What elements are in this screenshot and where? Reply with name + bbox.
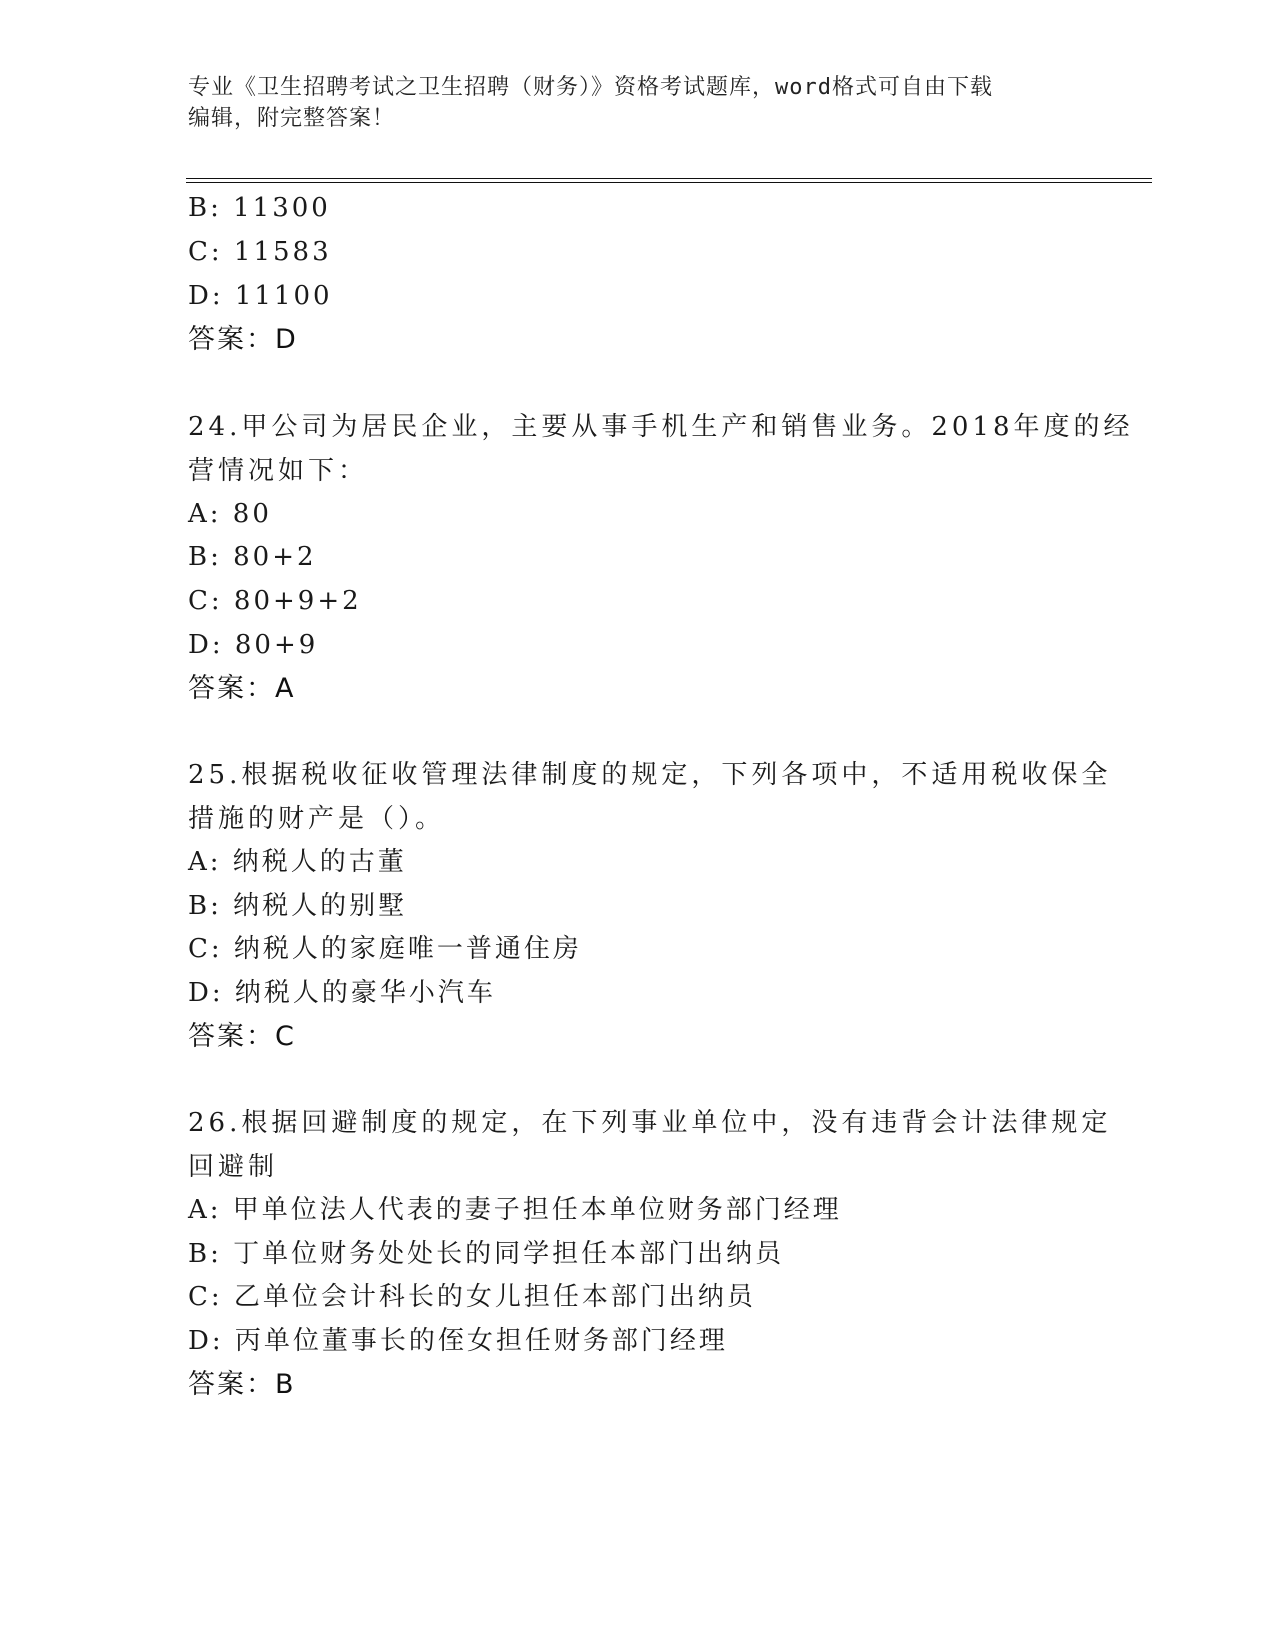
q26-answer: 答案：B [188,1369,296,1400]
q23-option-c: C: 11583 [188,237,332,267]
q25-option-a: A: 纳税人的古董 [188,847,407,877]
q25-answer: 答案：C [188,1021,296,1052]
q24-option-b: B: 80+2 [188,542,317,572]
q25-option-c: C: 纳税人的家庭唯一普通住房 [188,934,582,964]
header-line-1: 专业《卫生招聘考试之卫生招聘（财务）》资格考试题库，word格式可自由下载 [188,75,993,100]
q26-option-a: A: 甲单位法人代表的妻子担任本单位财务部门经理 [188,1195,842,1225]
header-divider-top [186,178,1152,179]
q24-option-c: C: 80+9+2 [188,586,362,616]
q23-option-d: D: 11100 [188,281,333,311]
q24-stem-line-2: 营情况如下： [188,456,369,486]
q24-stem-line-1: 24.甲公司为居民企业，主要从事手机生产和销售业务。2018年度的经 [188,412,1134,442]
q26-stem-line-1: 26.根据回避制度的规定，在下列事业单位中，没有违背会计法律规定 [188,1108,1112,1138]
q26-stem-line-2: 回避制 [188,1152,279,1182]
q26-option-b: B: 丁单位财务处处长的同学担任本部门出纳员 [188,1239,785,1269]
q25-option-d: D: 纳税人的豪华小汽车 [188,978,496,1008]
q23-option-b: B: 11300 [188,193,331,223]
q23-answer: 答案：D [188,324,298,355]
q26-option-c: C: 乙单位会计科长的女儿担任本部门出纳员 [188,1282,756,1312]
q25-option-b: B: 纳税人的别墅 [188,891,408,921]
q25-stem-line-1: 25.根据税收征收管理法律制度的规定，下列各项中，不适用税收保全 [188,760,1112,790]
document-header [188,72,1088,134]
header-line-2: 编辑，附完整答案！ [188,106,396,131]
q24-answer: 答案：A [188,673,296,704]
header-divider-bottom [186,182,1152,183]
q24-option-a: A: 80 [188,499,272,529]
q24-option-d: D: 80+9 [188,630,319,660]
q25-stem-line-2: 措施的财产是（）。 [188,804,446,834]
q26-option-d: D: 丙单位董事长的侄女担任财务部门经理 [188,1326,728,1356]
